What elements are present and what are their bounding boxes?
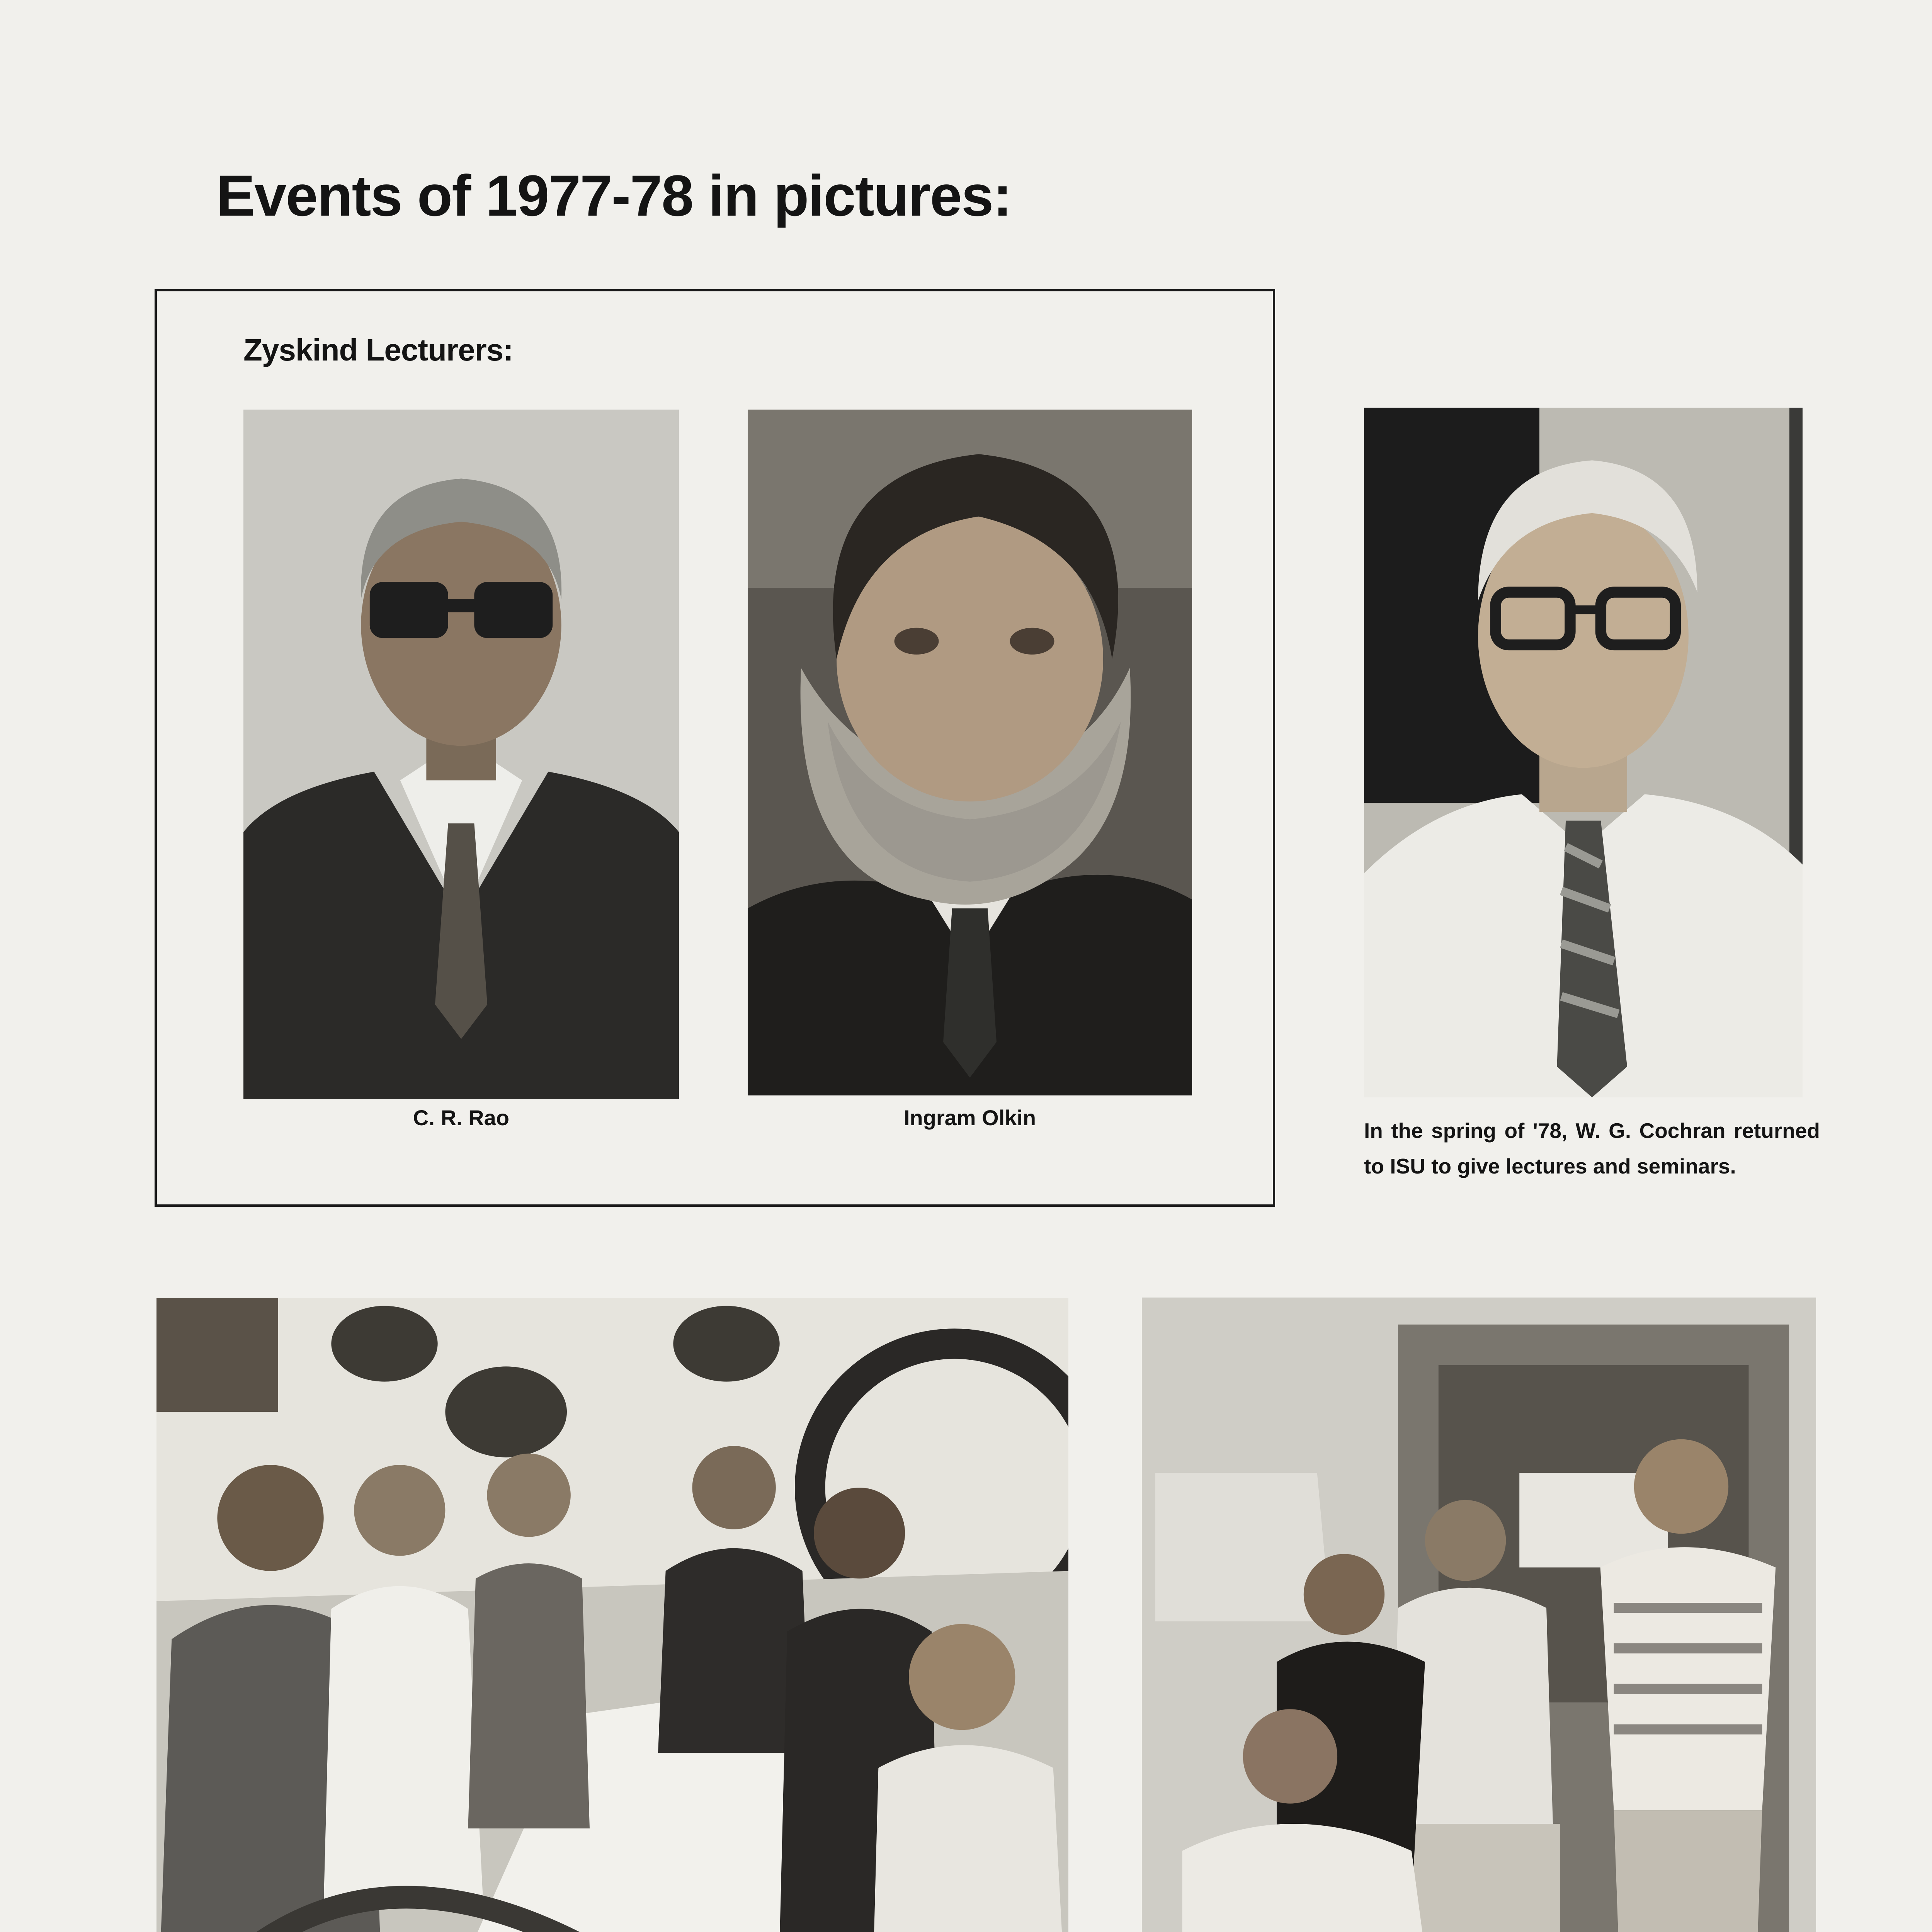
zyskind-lecturers-label: Zyskind Lecturers: [243, 333, 513, 367]
page-title: Events of 1977-78 in pictures: [216, 163, 1012, 228]
cochran-caption: In the spring of '78, W. G. Cochran returned to ISU to give lectures and seminars. [1364, 1119, 1820, 1178]
banquet-photo [156, 1298, 1068, 1932]
portrait-photo-rao [243, 410, 679, 1099]
office-photo [1142, 1298, 1816, 1932]
lecturer-name-olkin: Ingram Olkin [903, 1105, 1036, 1130]
lecturer-name-rao: C. R. Rao [413, 1105, 509, 1130]
portrait-photo-cochran [1364, 408, 1803, 1097]
portrait-photo-olkin [748, 410, 1192, 1095]
